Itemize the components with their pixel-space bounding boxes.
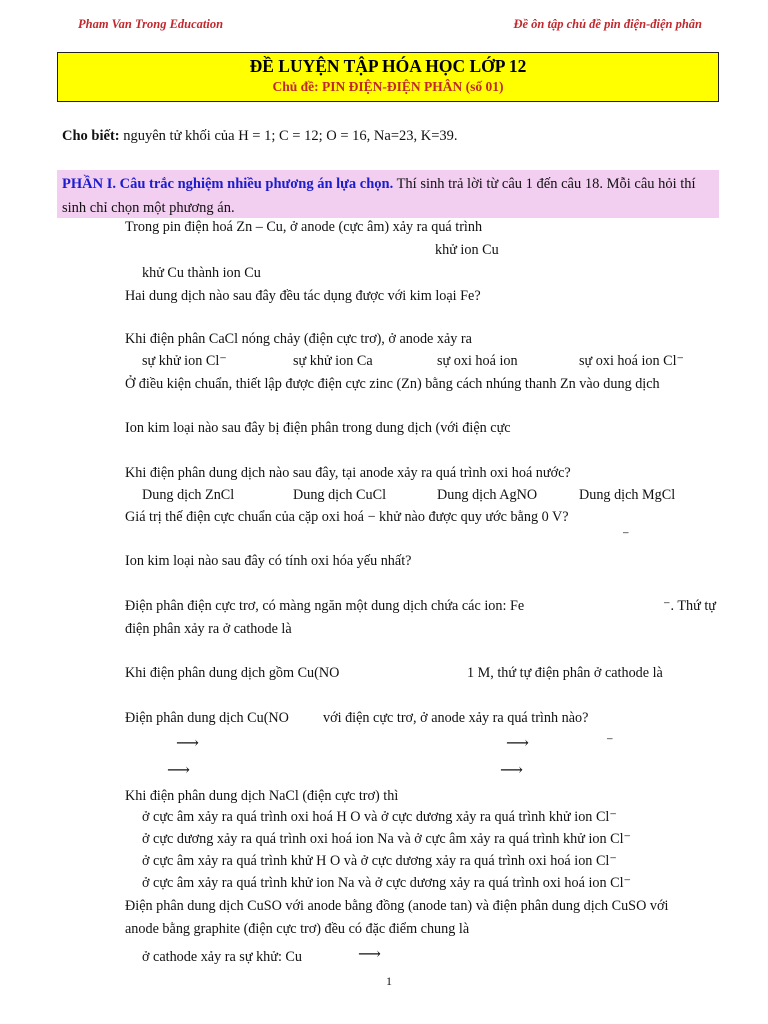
given-text: nguyên tử khối của H = 1; C = 12; O = 16, Na=23, K=39. (119, 128, 458, 144)
part1-box (57, 170, 719, 218)
question-line: Hai dung dịch nào sau đây đều tác dụng được với kim loại Fe? (125, 288, 481, 304)
question-line: Trong pin điện hoá Zn – Cu, ở anode (cực âm) xảy ra quá trình (125, 219, 483, 235)
given-info (62, 128, 458, 145)
option-text: khử Cu thành ion Cu (142, 265, 261, 281)
option-text: ở cực âm xảy ra quá trình khử ion Na và ở cực dương xảy ra quá trình oxi hoá ion Cl⁻ (142, 875, 632, 891)
option-text: Dung dịch AgNO (437, 487, 538, 503)
question-line: Ion kim loại nào sau đây bị điện phân trong dung dịch (với điện cực (125, 420, 511, 436)
superscript-mark: ⁻ (606, 734, 614, 750)
question-line: Khi điện phân dung dịch NaCl (điện cực trơ) thì (125, 788, 399, 804)
question-line-end: 1 M, thứ tự điện phân ở cathode là (467, 665, 663, 681)
part1-title: PHẦN I. Câu trắc nghiệm nhiều phương án lựa chọn. (62, 176, 394, 192)
reaction-arrow: ⟶ (167, 762, 190, 779)
document-title: ĐỀ LUYỆN TẬP HÓA HỌC LỚP 12 (249, 56, 527, 76)
page-number: 1 (386, 974, 392, 988)
option-text: Dung dịch ZnCl (142, 487, 235, 503)
reaction-arrow: ⟶ (358, 946, 381, 963)
reaction-arrow: ⟶ (500, 762, 523, 779)
question-line: Điện phân điện cực trơ, có màng ngăn một dung dịch chứa các ion: Fe (125, 598, 525, 614)
title-box (57, 52, 719, 102)
given-label: Cho biết: (62, 128, 120, 144)
question-line-end: ⁻. Thứ tự (663, 598, 716, 614)
question-line: Điện phân dung dịch Cu(NO (125, 710, 289, 726)
question-line: Giá trị thế điện cực chuẩn của cặp oxi hoá − khử nào được quy ước bằng 0 V? (125, 509, 569, 525)
question-line: Khi điện phân CaCl nóng chảy (điện cực trơ), ở anode xảy ra (125, 331, 472, 347)
option-text: sự oxi hoá ion (437, 353, 518, 369)
reaction-arrow: ⟶ (506, 735, 529, 752)
option-text: sự oxi hoá ion Cl⁻ (579, 353, 685, 369)
option-text: sự khử ion Ca (293, 353, 373, 369)
question-line: Ion kim loại nào sau đây có tính oxi hóa yếu nhất? (125, 553, 412, 569)
option-text: khử ion Cu (435, 242, 499, 258)
question-line: điện phân xảy ra ở cathode là (125, 621, 292, 637)
document-subtitle: Chủ đề: PIN ĐIỆN-ĐIỆN PHÂN (số 01) (272, 79, 504, 94)
option-text: ở cực âm xảy ra quá trình khử H O và ở cực dương xảy ra quá trình oxi hoá ion Cl⁻ (142, 853, 617, 869)
option-text: Dung dịch MgCl (579, 487, 676, 503)
header-right: Đề ôn tập chủ đề pin điện-điện phân (513, 17, 702, 31)
option-text: ở cathode xảy ra sự khử: Cu (142, 949, 302, 965)
option-text: sự khử ion Cl⁻ (142, 353, 227, 369)
question-line: anode bằng graphite (điện cực trơ) đều có đặc điểm chung là (125, 921, 470, 937)
option-text: ở cực dương xảy ra quá trình oxi hoá ion Na và ở cực âm xảy ra quá trình khử ion Cl⁻ (142, 831, 632, 847)
reaction-arrow: ⟶ (176, 735, 199, 752)
question-line-end: với điện cực trơ, ở anode xảy ra quá trình nào? (323, 710, 589, 726)
question-line: Khi điện phân dung dịch nào sau đây, tại anode xảy ra quá trình oxi hoá nước? (125, 465, 571, 481)
option-text: Dung dịch CuCl (293, 487, 387, 503)
superscript-mark: ⁻ (622, 528, 630, 544)
question-line: Điện phân dung dịch CuSO với anode bằng đồng (anode tan) và điện phân dung dịch CuSO với (125, 898, 669, 914)
header-left: Pham Van Trong Education (78, 17, 224, 31)
question-line: Khi điện phân dung dịch gồm Cu(NO (125, 665, 340, 681)
question-line: Ở điều kiện chuẩn, thiết lập được điện cực zinc (Zn) bằng cách nhúng thanh Zn vào dung dịch (125, 376, 660, 392)
part1-text: Thí sinh trả lời từ câu 1 đến câu 18. Mỗi câu hỏi thí sinh chỉ chọn một phương án. (62, 176, 696, 216)
option-text: ở cực âm xảy ra quá trình oxi hoá H O và ở cực dương xảy ra quá trình khử ion Cl⁻ (142, 809, 617, 825)
